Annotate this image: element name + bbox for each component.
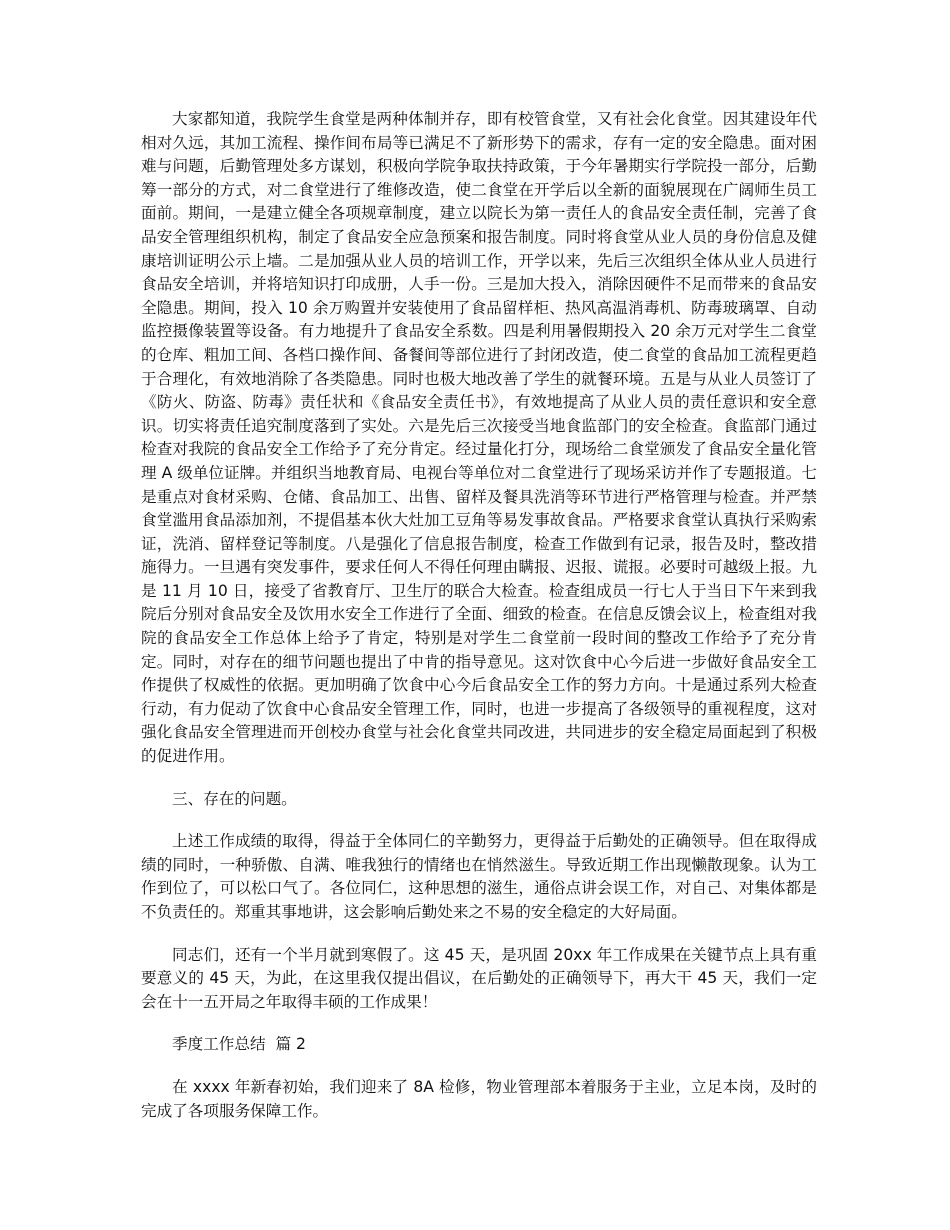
paragraph-problems: 上述工作成绩的取得，得益于全体同仁的辛勤努力，更得益于后勤处的正确领导。但在取得成绩的同时，一种骄傲、自满、唯我独行的情绪也在悄然滋生。导致近期工作出现懒散现象。认为工作到位了，可以松口气了。各位同仁，这种思想的滋生，通俗点讲会误工作，对自己、对集体都是不负责任的。郑重其事地讲，这会影响后勤处来之不易的安全稳定的大好局面。 <box>141 832 817 921</box>
section-heading-problems: 三、存在的问题。 <box>172 789 297 808</box>
paragraph-call-to-action: 同志们，还有一个半月就到寒假了。这 45 天，是巩固 20xx 年工作成果在关键节点上具有重要意义的 45 天，为此，在这里我仅提出倡议，在后勤处的正确领导下，再大干 45 天，我们一定会在十一五开局之年取得丰硕的工作成果！ <box>141 945 817 1011</box>
paragraph-canteen-safety: 大家都知道，我院学生食堂是两种体制并存，即有校管食堂，又有社会化食堂。因其建设年代相对久远，其加工流程、操作间布局等已满足不了新形势下的需求，存有一定的安全隐患。面对困难与问题，后勤管理处多方谋划，积极向学院争取扶持政策，于今年暑期实行学院投一部分，后勤筹一部分的方式，对二食堂进行了维修改造，使二食堂在开学后以全新的面貌展现在广阔师生员工面前。期间，一是建立健全各项规章制度，建立以院长为第一责任人的食品安全责任制，完善了食品安全管理组织机构，制定了食品安全应急预案和报告制度。同时将食堂从业人员的身份信息及健康培训证明公示上墙。二是加强从业人员的培训工作，开学以来，先后三次组织全体从业人员进行食品安全培训，并将培知识打印成册，人手一份。三是加大投入，消除因硬件不足而带来的食品安全隐患。期间，投入 10 余万购置并安装使用了食品留样柜、热风高温消毒机、防毒玻璃罩、自动监控摄像装置等设备。有力地提升了食品安全系数。四是利用暑假期投入 20 余万元对学生二食堂的仓库、粗加工间、各档口操作间、备餐间等部位进行了封闭改造，使二食堂的食品加工流程更趋于合理化，有效地消除了各类隐患。同时也极大地改善了学生的就餐环境。五是与从业人员签订了《防火、防盗、防毒》责任状和《食品安全责任书》，有效地提高了从业人员的责任意识和安全意识。切实将责任追究制度落到了实处。六是先后三次接受当地食监部门的安全检查。食监部门通过检查对我院的食品安全工作给予了充分肯定。经过量化打分，现场给二食堂颁发了食品安全量化管理 A 级单位证牌。并组织当地教育局、电视台等单位对二食堂进行了现场采访并作了专题报道。七是重点对食材采购、仓储、食品加工、出售、留样及餐具洗消等环节进行严格管理与检查。并严禁食堂滥用食品添加剂，不提倡基本伙大灶加工豆角等易发事故食品。严格要求食堂认真执行采购索证，洗消、留样登记等制度。八是强化了信息报告制度，检查工作做到有记录，报告及时，整改措施得力。一旦遇有突发事件，要求任何人不得任何理由瞒报、迟报、谎报。必要时可越级上报。九是 11 月 10 日，接受了省教育厅、卫生厅的联合大检查。检查组成员一行七人于当日下午来到我院后分别对食品安全及饮用水安全工作进行了全面、细致的检查。在信息反馈会议上，检查组对我院的食品安全工作总体上给予了肯定，特别是对学生二食堂前一段时间的整改工作给予了充分肯定。同时，对存在的细节问题也提出了中肯的指导意见。这对饮食中心今后进一步做好食品安全工作提供了权威性的依据。更加明确了饮食中心今后食品安全工作的努力方向。十是通过系列大检查行动，有力促动了饮食中心食品安全管理工作，同时，也进一步提高了各级领导的重视程度，这对强化食品安全管理进而开创校办食堂与社会化食堂共同改进，共同进步的安全稳定局面起到了积极的促进作用。 <box>141 110 817 766</box>
paragraph-new-year-maintenance: 在 xxxx 年新春初始，我们迎来了 8A 检修，物业管理部本着服务于主业，立足本岗，及时的完成了各项服务保障工作。 <box>141 1077 817 1120</box>
section-heading-part-2: 季度工作总结 篇 2 <box>172 1035 306 1054</box>
document-page <box>141 108 817 1123</box>
